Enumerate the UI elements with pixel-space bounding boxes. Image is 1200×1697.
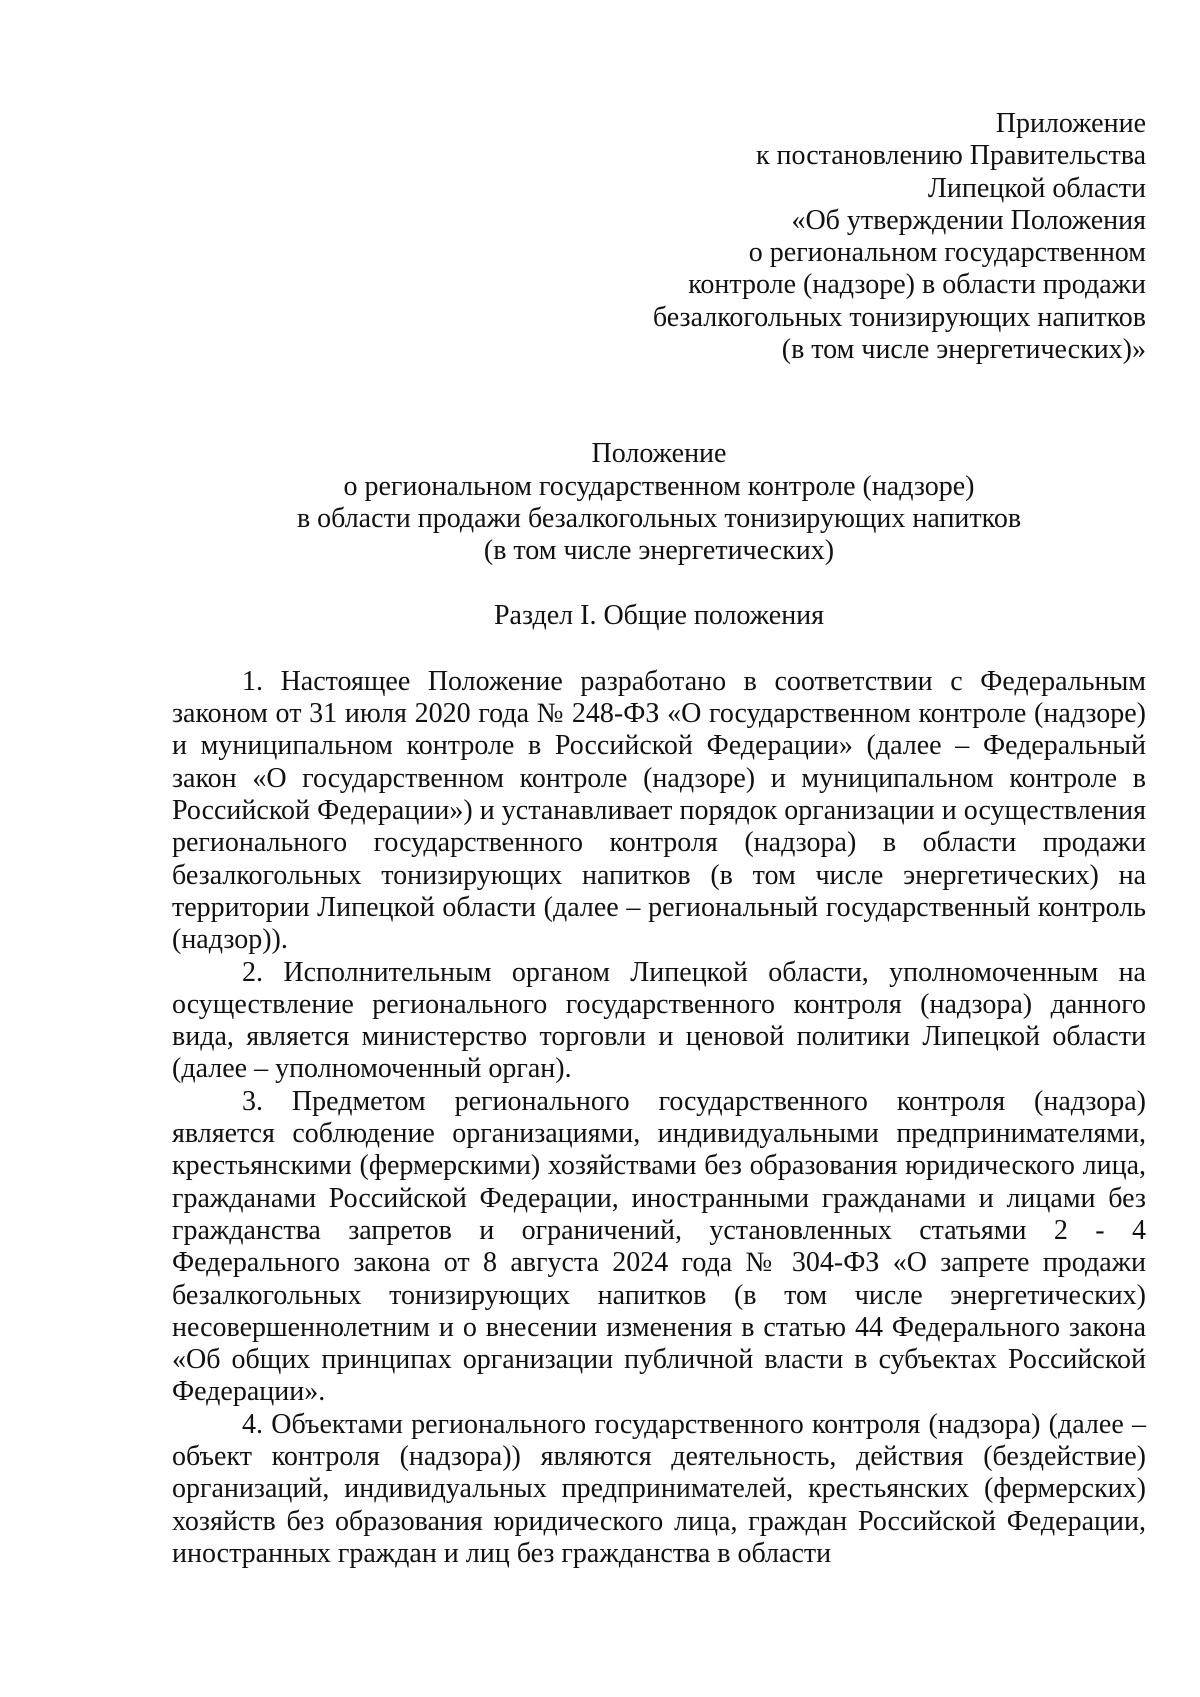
document-body xyxy=(172,666,1146,1570)
appendix-line: о региональном государственном xyxy=(748,237,1146,269)
document-page xyxy=(172,108,1146,1570)
document-title-line: Положение xyxy=(591,438,727,470)
paragraph-4: 4. Объектами регионального государственного контроля (надзора) (далее – объект контроля (надзора)) являются деятельность, действия (бездействие) организаций, индивидуальных предпринимателей, крестьянских (фермерских) хозяйств без образования юридического лица, граждан Российской Федерации, иностранных граждан и лиц без гражданства в области xyxy=(172,1408,1146,1569)
appendix-line: к постановлению Правительства xyxy=(755,140,1146,172)
appendix-line: Липецкой области xyxy=(927,172,1146,204)
appendix-block xyxy=(172,108,1146,366)
document-title-line: (в том числе энергетических) xyxy=(483,535,835,567)
appendix-line: контроле (надзоре) в области продажи xyxy=(688,269,1146,301)
paragraph-2: 2. Исполнительным органом Липецкой области, уполномоченным на осуществление регионального государственного контроля (надзора) данного вида, является министерство торговли и ценовой политики Липецкой области (далее – уполномоченный орган). xyxy=(172,956,1146,1085)
document-title-line: о региональном государственном контроле (надзоре) xyxy=(343,470,975,502)
document-title xyxy=(172,438,1146,567)
appendix-line: Приложение xyxy=(995,108,1146,139)
appendix-line: безалкогольных тонизирующих напитков xyxy=(652,301,1146,333)
section-heading: Раздел I. Общие положения xyxy=(493,599,825,631)
paragraph-3: 3. Предметом регионального государственного контроля (надзора) является соблюдение организациями, индивидуальными предпринимателями, крестьянскими (фермерскими) хозяйствами без образования юридического лица, гражданами Российской Федерации, иностранными гражданами и лицами без гражданства запретов и ограничений, установленных статьями 2 - 4 Федерального закона от 8 августа 2024 года № 304-ФЗ «О запрете продажи безалкогольных тонизирующих напитков (в том числе энергетических) несовершеннолетним и о внесении изменения в статью 44 Федерального закона «Об общих принципах организации публичной власти в субъектах Российской Федерации». xyxy=(172,1085,1146,1408)
paragraph-1: 1. Настоящее Положение разработано в соответствии с Федеральным законом от 31 июля 2020 года № 248-ФЗ «О государственном контроле (надзоре) и муниципальном контроле в Российской Федерации» (далее – Федеральный закон «О государственном контроле (надзоре) и муниципальном контроле в Российской Федерации») и устанавливает порядок организации и осуществления регионального государственного контроля (надзора) в области продажи безалкогольных тонизирующих напитков (в том числе энергетических) на территории Липецкой области (далее – региональный государственный контроль (надзор)). xyxy=(172,665,1146,956)
document-title-line: в области продажи безалкогольных тонизирующих напитков xyxy=(296,502,1022,534)
appendix-line: (в том числе энергетических)» xyxy=(781,334,1146,366)
appendix-line: «Об утверждении Положения xyxy=(791,204,1146,236)
